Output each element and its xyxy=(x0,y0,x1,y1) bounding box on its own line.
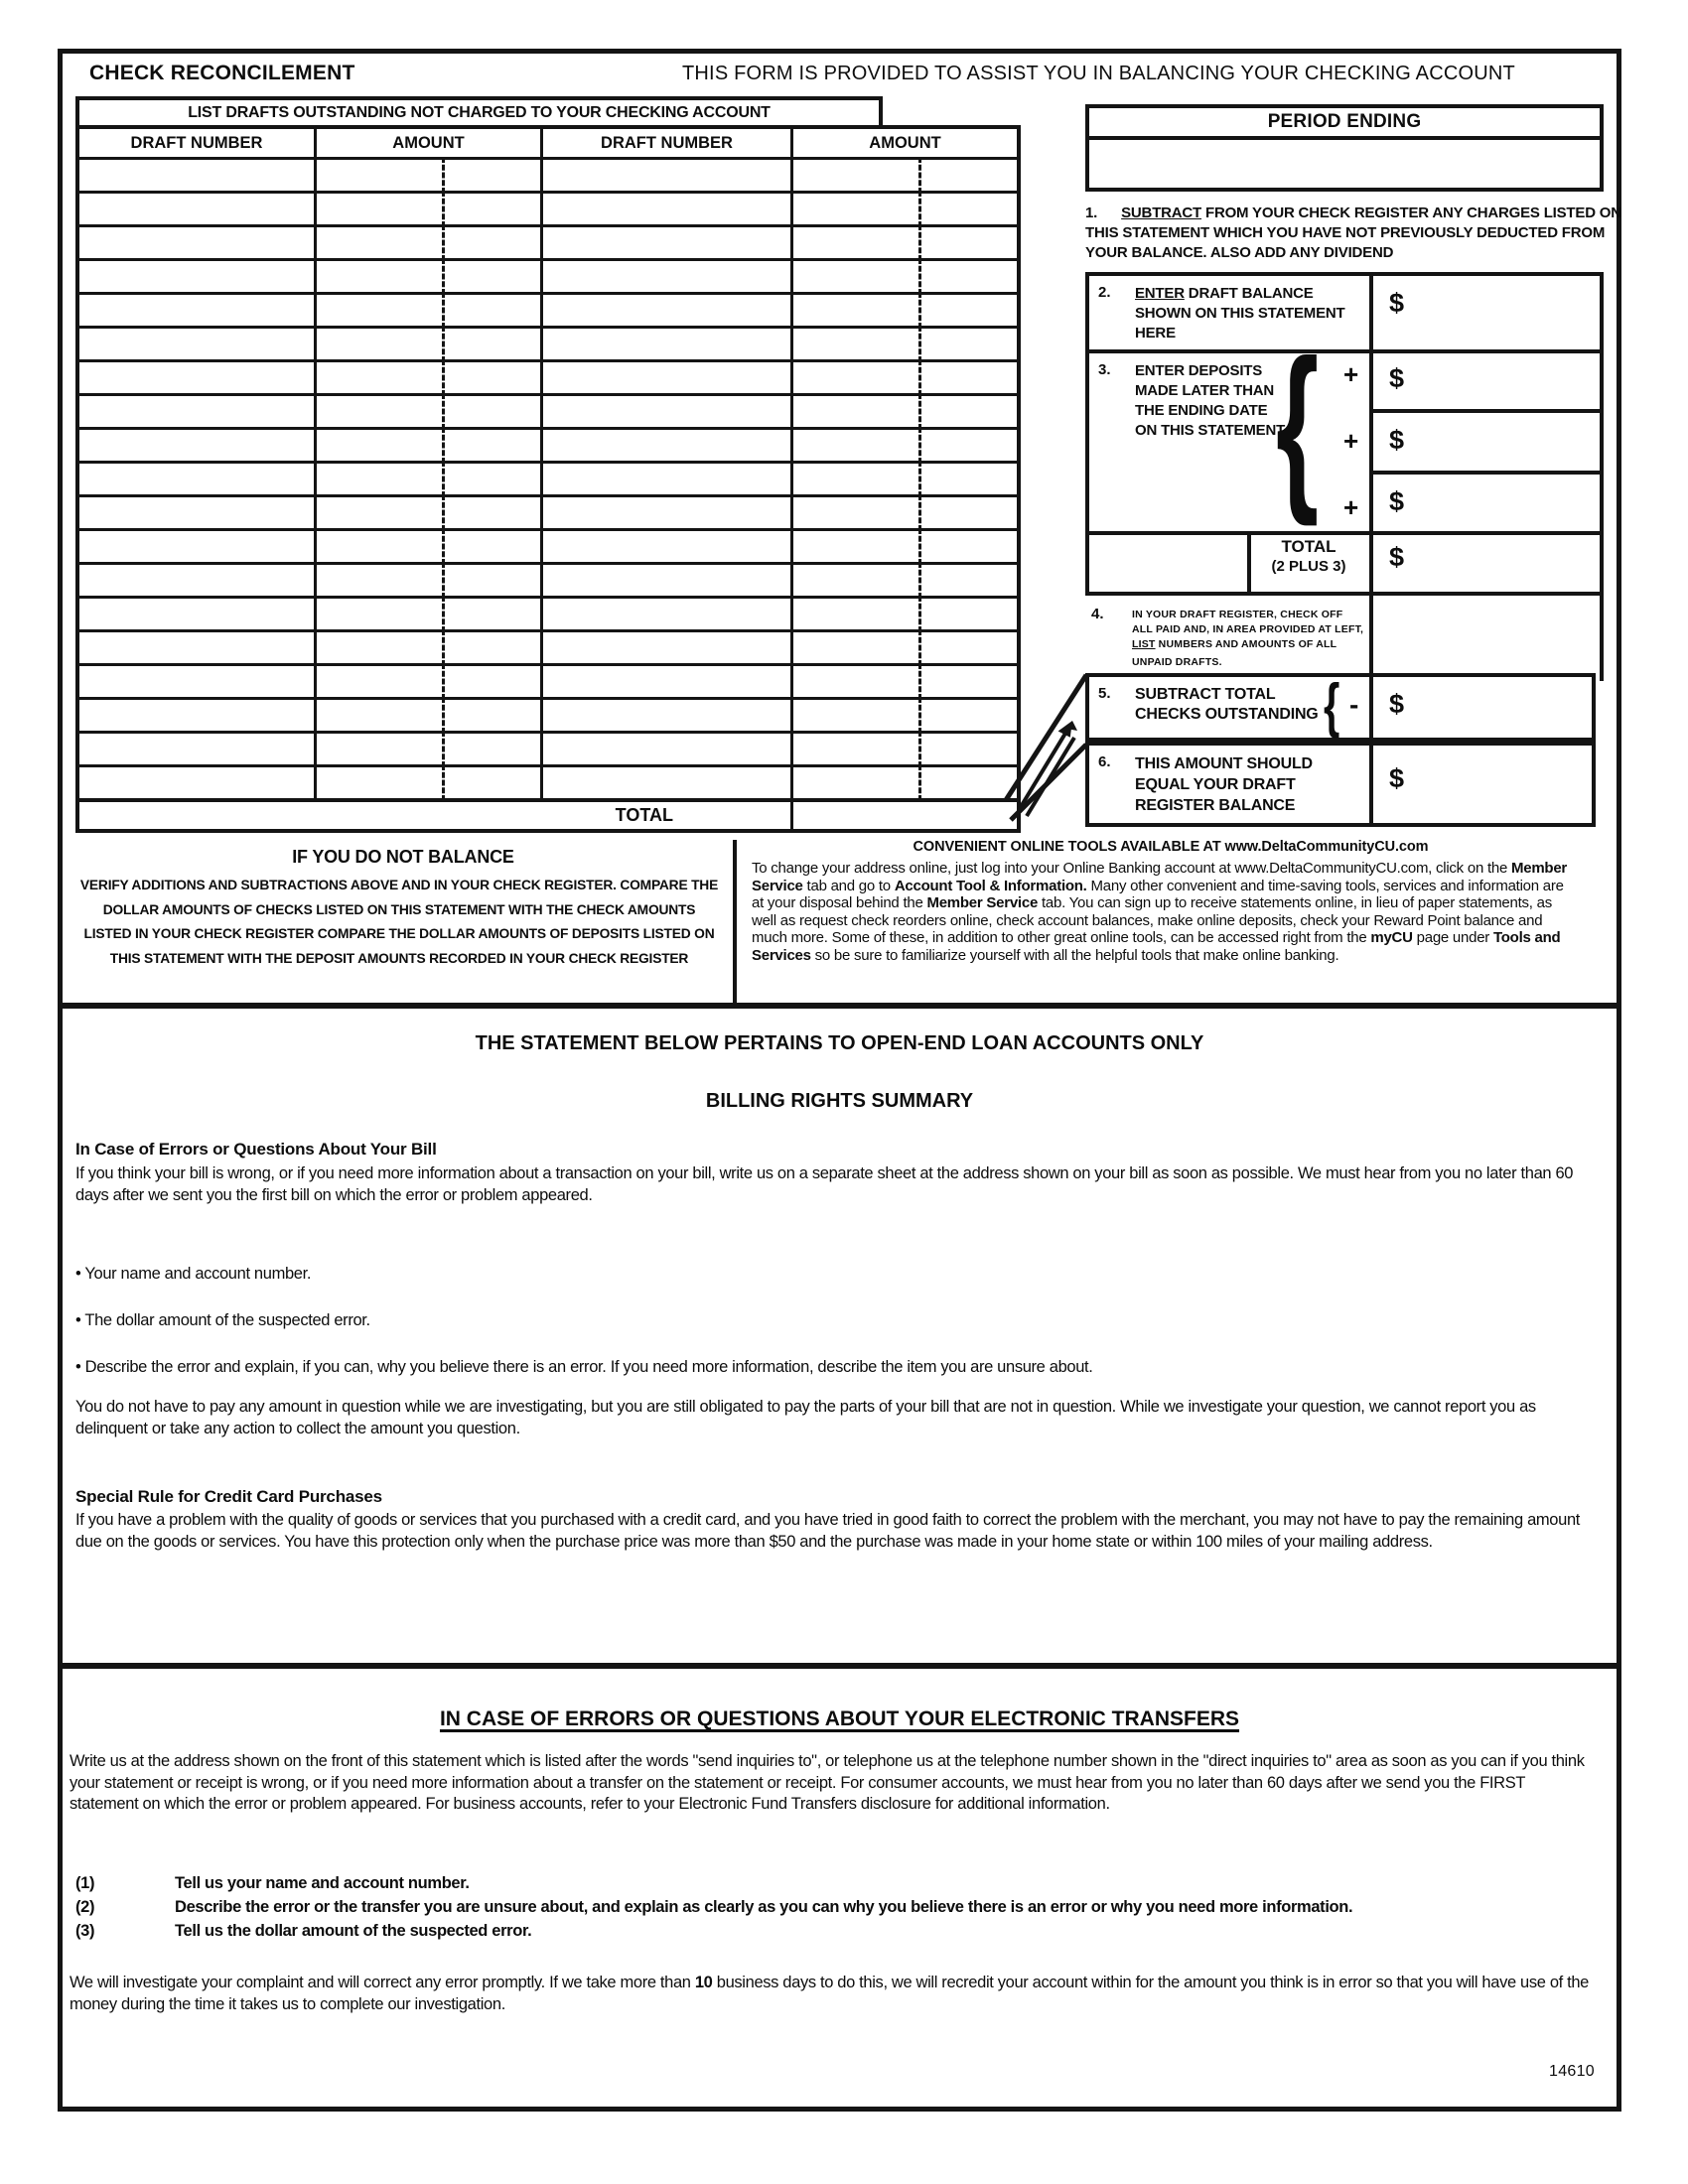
step5-number: 5. xyxy=(1098,685,1111,702)
plus-sign: + xyxy=(1343,492,1359,522)
draft-cell xyxy=(77,260,316,294)
draft-cell xyxy=(316,733,542,766)
minus-sign: - xyxy=(1349,689,1359,720)
billing-paragraph: You do not have to pay any amount in question while we are investigating, but you are still obligated to pay the parts of your bill that are not in question. While we investigate your question, we cannot report you as delinquent or take any action to collect the amount you question. xyxy=(75,1398,1536,1437)
draft-cell xyxy=(77,328,316,361)
col-header-draft-number: DRAFT NUMBER xyxy=(77,127,316,159)
period-ending-label: PERIOD ENDING xyxy=(1089,108,1600,140)
step3-label-line: MADE LATER THAN xyxy=(1135,382,1275,399)
eft-paragraph: Write us at the address shown on the front of this statement which is listed after the words "send inquiries to", or telephone us at the telephone number shown in the "direct inquiries to" area as soon as you can if you think your statement or receipt is wrong, or if you need more information about a transfer on the statement or receipt. For consumer accounts, we must hear from you no later than 60 days after we send you the FIRST statement on which the error or problem appeared. For business accounts, refer to your Electronic Fund Transfers disclosure for additional information. xyxy=(70,1752,1585,1813)
draft-cell xyxy=(542,395,792,429)
draft-cell xyxy=(316,665,542,699)
draft-cell xyxy=(792,598,1020,631)
draft-row xyxy=(77,564,1019,598)
draft-cell xyxy=(542,564,792,598)
draft-row xyxy=(77,159,1019,193)
draft-cell xyxy=(77,226,316,260)
step5-brace: { xyxy=(1324,672,1340,739)
step4-line: LIST NUMBERS AND AMOUNTS OF ALL xyxy=(1132,638,1337,650)
draft-row xyxy=(77,294,1019,328)
step1-text xyxy=(1085,204,1633,263)
draft-row xyxy=(77,733,1019,766)
step3-dollar-sign: $ xyxy=(1389,425,1405,455)
section-divider-loan xyxy=(58,1003,1621,1009)
draft-cell xyxy=(316,159,542,193)
draft-cell xyxy=(77,665,316,699)
period-ending-box xyxy=(1085,104,1604,192)
step3-label-line: ON THIS STATEMENT xyxy=(1135,422,1286,439)
step3-number: 3. xyxy=(1098,361,1111,378)
col-header-amount: AMOUNT xyxy=(316,127,542,159)
grid-hline xyxy=(1373,471,1600,475)
plus-sign: + xyxy=(1343,359,1359,389)
eft-item-text: Tell us your name and account number. xyxy=(175,1874,470,1892)
draft-cell xyxy=(316,766,542,801)
draft-cell xyxy=(316,496,542,530)
draft-cell xyxy=(77,733,316,766)
draft-cell xyxy=(316,294,542,328)
draft-cell xyxy=(77,193,316,226)
grid-vline xyxy=(1369,276,1373,592)
eft-item-number: (1) xyxy=(75,1874,95,1892)
step4-line: IN YOUR DRAFT REGISTER, CHECK OFF xyxy=(1132,609,1343,620)
draft-row xyxy=(77,395,1019,429)
draft-total-row xyxy=(77,800,1019,831)
draft-row xyxy=(77,496,1019,530)
draft-row xyxy=(77,598,1019,631)
total-pointer-arrow xyxy=(983,657,1094,824)
online-tools-body: To change your address online, just log into your Online Banking account at www.DeltaCommunityCU.com, click on the Member Service tab and go to Account Tool & Information. Many other convenient and time-saving tools, services and information are at your disposal behind the Member Service tab. You can sign up to receive statements online, in lieu of paper statements, as well as request check reorders online, check account balances, make online deposits, check your Reward Point balance and much more. Some of these, in addition to other great online tools, can be accessed right from the myCU page under Tools and Services so be sure to familiarize yourself with all the helpful tools that make online banking. xyxy=(752,860,1568,964)
draft-cell xyxy=(77,766,316,801)
draft-cell xyxy=(542,530,792,564)
step2-dollar-sign: $ xyxy=(1389,288,1405,318)
draft-cell xyxy=(792,159,1020,193)
draft-cell xyxy=(316,260,542,294)
page-subtitle: THIS FORM IS PROVIDED TO ASSIST YOU IN BALANCING YOUR CHECKING ACCOUNT xyxy=(682,63,1515,84)
step1-number: 1. xyxy=(1085,205,1098,221)
draft-cell xyxy=(316,328,542,361)
draft-cell xyxy=(77,361,316,395)
step3-label-line: ENTER DEPOSITS xyxy=(1135,362,1263,379)
draft-table-body xyxy=(77,159,1019,801)
step1-body: SUBTRACT FROM YOUR CHECK REGISTER ANY CHARGES LISTED ON THIS STATEMENT WHICH YOU HAVE NOT PREVIOUSLY DEDUCTED FROM YOUR BALANCE. ALSO ADD ANY DIVIDEND xyxy=(1085,205,1621,261)
draft-row xyxy=(77,429,1019,463)
step4-number: 4. xyxy=(1091,606,1104,622)
col-header-draft-number: DRAFT NUMBER xyxy=(542,127,792,159)
step6-number: 6. xyxy=(1098,753,1111,770)
draft-cell xyxy=(77,598,316,631)
form-number: 14610 xyxy=(1549,2063,1595,2080)
period-ending-value xyxy=(1089,140,1600,188)
draft-cell xyxy=(316,361,542,395)
draft-cell xyxy=(792,328,1020,361)
billing-paragraph: If you think your bill is wrong, or if you need more information about a transaction on your bill, write us on a separate sheet at the address shown on your bill as soon as possible. We must hear from you no later than 60 days after we sent you the first bill on which the error or problem appeared. xyxy=(75,1164,1574,1204)
no-balance-title: IF YOU DO NOT BALANCE xyxy=(292,847,514,867)
loan-section-heading: THE STATEMENT BELOW PERTAINS TO OPEN-END LOAN ACCOUNTS ONLY xyxy=(475,1032,1204,1054)
draft-cell xyxy=(77,395,316,429)
step5-label-line: SUBTRACT TOTAL xyxy=(1135,686,1276,703)
draft-row xyxy=(77,328,1019,361)
eft-item-text: Tell us the dollar amount of the suspected error. xyxy=(175,1922,532,1940)
step2-label: ENTER DRAFT BALANCE SHOWN ON THIS STATEMENT HERE xyxy=(1135,285,1345,341)
grid-hline xyxy=(1089,531,1600,535)
draft-cell xyxy=(542,159,792,193)
online-tools-title: CONVENIENT ONLINE TOOLS AVAILABLE AT www.DeltaCommunityCU.com xyxy=(913,839,1429,855)
draft-cell xyxy=(316,699,542,733)
draft-cell xyxy=(792,530,1020,564)
draft-cell xyxy=(792,294,1020,328)
col-header-amount: AMOUNT xyxy=(792,127,1020,159)
draft-cell xyxy=(792,564,1020,598)
draft-cell xyxy=(542,361,792,395)
draft-cell xyxy=(316,463,542,496)
draft-cell xyxy=(77,463,316,496)
draft-cell xyxy=(542,226,792,260)
special-rule-subheading: Special Rule for Credit Card Purchases xyxy=(75,1487,382,1506)
draft-cell xyxy=(542,665,792,699)
draft-table-header-row xyxy=(77,127,1019,159)
draft-cell xyxy=(77,429,316,463)
eft-item-number: (2) xyxy=(75,1898,95,1916)
draft-row xyxy=(77,361,1019,395)
step5-box xyxy=(1085,673,1596,742)
draft-table-title xyxy=(75,96,883,125)
billing-bullet: • The dollar amount of the suspected error. xyxy=(75,1311,370,1329)
eft-item-text: Describe the error or the transfer you are unsure about, and explain as clearly as you can why you believe there is an error or why you need more information. xyxy=(175,1898,1353,1916)
draft-cell xyxy=(77,564,316,598)
step2-number: 2. xyxy=(1098,284,1111,301)
draft-cell xyxy=(316,530,542,564)
grid-total-sublabel: (2 PLUS 3) xyxy=(1271,558,1346,575)
step6-label-line: EQUAL YOUR DRAFT xyxy=(1135,776,1296,793)
draft-row xyxy=(77,260,1019,294)
draft-cell xyxy=(316,631,542,665)
billing-paragraph: If you have a problem with the quality of goods or services that you purchased with a credit card, and you have tried in good faith to correct the problem with the merchant, you may not have to pay the remaining amount due on the goods or services. You have this protection only when the purchase price was more than $50 and the purchase was made in your home state or within 100 miles of your mailing address. xyxy=(75,1511,1581,1551)
reconcile-grid xyxy=(1085,272,1604,596)
draft-cell xyxy=(792,361,1020,395)
draft-table xyxy=(75,125,1021,833)
draft-cell xyxy=(316,598,542,631)
draft-cell xyxy=(792,193,1020,226)
section-divider-eft xyxy=(58,1663,1621,1669)
draft-row xyxy=(77,665,1019,699)
step3-dollar-sign: $ xyxy=(1389,486,1405,516)
draft-cell xyxy=(542,496,792,530)
step4-empty-cell xyxy=(1369,596,1604,681)
step6-label-line: THIS AMOUNT SHOULD xyxy=(1135,755,1313,772)
draft-row xyxy=(77,530,1019,564)
draft-cell xyxy=(542,328,792,361)
draft-cell xyxy=(316,564,542,598)
draft-cell xyxy=(542,260,792,294)
draft-cell xyxy=(792,429,1020,463)
draft-cell xyxy=(542,294,792,328)
step5-label-line: CHECKS OUTSTANDING xyxy=(1135,706,1319,723)
grid-vline xyxy=(1369,677,1373,738)
draft-cell xyxy=(792,260,1020,294)
step3-label-line: THE ENDING DATE xyxy=(1135,402,1268,419)
errors-questions-subheading: In Case of Errors or Questions About Your Bill xyxy=(75,1140,437,1159)
step6-box xyxy=(1085,742,1596,827)
draft-cell xyxy=(792,463,1020,496)
footer-divider xyxy=(733,840,737,1003)
draft-cell xyxy=(542,598,792,631)
step4-line: ALL PAID AND, IN AREA PROVIDED AT LEFT, xyxy=(1132,623,1364,635)
draft-table-title-text: LIST DRAFTS OUTSTANDING NOT CHARGED TO YOUR CHECKING ACCOUNT xyxy=(188,104,771,121)
grid-hline xyxy=(1373,409,1600,413)
draft-cell xyxy=(542,429,792,463)
page-title: CHECK RECONCILEMENT xyxy=(89,62,355,84)
step6-dollar-sign: $ xyxy=(1389,763,1405,793)
no-balance-body: VERIFY ADDITIONS AND SUBTRACTIONS ABOVE AND IN YOUR CHECK REGISTER. COMPARE THE DOLLAR AMOUNTS OF CHECKS LISTED ON THIS STATEMENT WITH THE CHECK AMOUNTS LISTED IN YOUR CHECK REGISTER COMPARE THE DOLLAR AMOUNTS OF DEPOSITS LISTED ON THIS STATEMENT WITH THE DEPOSIT AMOUNTS RECORDED IN YOUR CHECK REGISTER xyxy=(79,878,719,966)
draft-cell xyxy=(792,496,1020,530)
draft-cell xyxy=(792,395,1020,429)
step4-line: UNPAID DRAFTS. xyxy=(1132,656,1222,668)
total-dollar-sign: $ xyxy=(1389,542,1405,572)
draft-cell xyxy=(77,631,316,665)
draft-cell xyxy=(316,193,542,226)
step3-brace: { xyxy=(1276,323,1320,527)
draft-cell xyxy=(542,193,792,226)
grid-vline xyxy=(1369,746,1373,823)
draft-cell xyxy=(542,699,792,733)
draft-cell xyxy=(77,159,316,193)
draft-cell xyxy=(542,463,792,496)
grid-total-label: TOTAL xyxy=(1281,537,1336,556)
draft-cell xyxy=(316,226,542,260)
billing-bullet: • Your name and account number. xyxy=(75,1265,312,1283)
draft-row xyxy=(77,226,1019,260)
step5-dollar-sign: $ xyxy=(1389,689,1405,719)
step3-dollar-sign: $ xyxy=(1389,363,1405,393)
draft-cell xyxy=(316,429,542,463)
eft-paragraph: We will investigate your complaint and will correct any error promptly. If we take more than 10 business days to do this, we will recredit your account within for the amount you think is in error so that you will have use of the money during the time it takes us to complete our investigation. xyxy=(70,1974,1590,2013)
draft-cell xyxy=(316,395,542,429)
draft-row xyxy=(77,631,1019,665)
draft-cell xyxy=(77,699,316,733)
grid-hline xyxy=(1089,349,1600,353)
billing-bullet: • Describe the error and explain, if you can, why you believe there is an error. If you need more information, describe the item you are unsure about. xyxy=(75,1358,1093,1376)
draft-cell xyxy=(77,294,316,328)
plus-sign: + xyxy=(1343,426,1359,456)
eft-item-number: (3) xyxy=(75,1922,95,1940)
draft-row xyxy=(77,766,1019,801)
draft-row xyxy=(77,193,1019,226)
billing-rights-heading: BILLING RIGHTS SUMMARY xyxy=(705,1090,974,1112)
draft-cell xyxy=(77,496,316,530)
draft-cell xyxy=(792,226,1020,260)
draft-cell xyxy=(542,733,792,766)
eft-heading: IN CASE OF ERRORS OR QUESTIONS ABOUT YOUR ELECTRONIC TRANSFERS xyxy=(439,1707,1240,1730)
draft-cell xyxy=(77,530,316,564)
draft-cell xyxy=(542,631,792,665)
draft-row xyxy=(77,699,1019,733)
draft-cell xyxy=(542,766,792,801)
step6-label-line: REGISTER BALANCE xyxy=(1135,797,1296,814)
draft-total-label: TOTAL xyxy=(77,800,792,831)
draft-row xyxy=(77,463,1019,496)
